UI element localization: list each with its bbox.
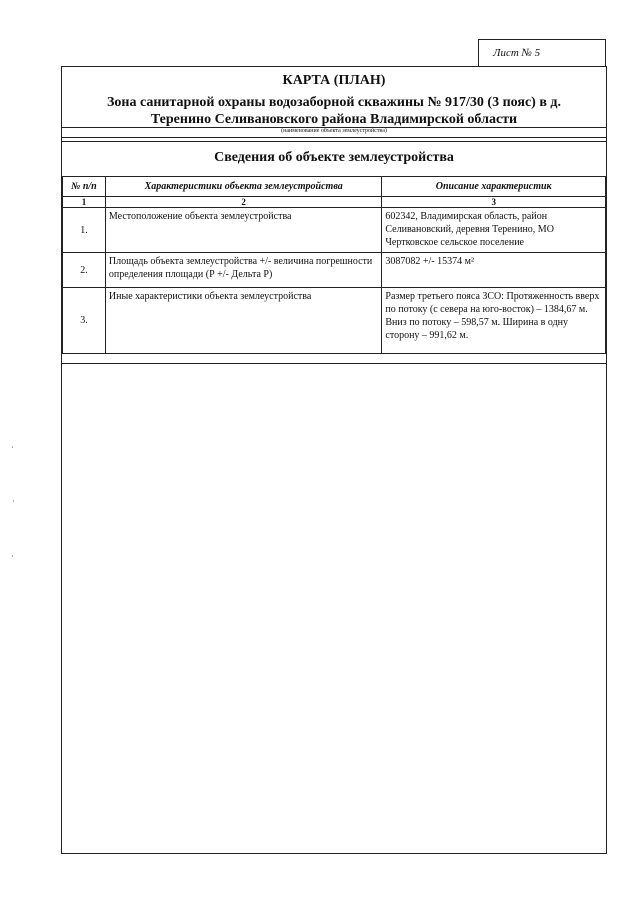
subtitle-line-1: Зона санитарной охраны водозаборной скважины № 917/30 (3 пояс) в д. — [107, 95, 561, 110]
header-characteristic: Характеристики объекта землеустройства — [105, 177, 381, 197]
sheet-number-box — [478, 39, 606, 67]
row-characteristic: Иные характеристики объекта землеустройства — [105, 288, 381, 354]
document-frame — [61, 66, 607, 854]
row-num: 1. — [63, 208, 106, 253]
column-number-row — [63, 197, 606, 208]
row-description: 3087082 +/- 15374 м² — [382, 253, 606, 288]
section-divider — [62, 141, 606, 142]
table-row — [63, 208, 606, 253]
object-caption: (наименование объекта землеустройства) — [281, 128, 387, 134]
row-characteristic: Местоположение объекта землеустройства — [105, 208, 381, 253]
section-title: Сведения об объекте землеустройства — [214, 150, 454, 165]
scan-dot: · — [12, 497, 15, 506]
row-num: 3. — [63, 288, 106, 354]
characteristics-table — [62, 176, 606, 354]
table-header-row — [63, 177, 606, 197]
column-number: 3 — [382, 197, 606, 208]
table-row — [63, 253, 606, 288]
row-description: Размер третьего пояса ЗСО: Протяженность вверх по потоку (с севера на юго-восток) – 1384,67 м. Вниз по потоку – 598,57 м. Ширина в одну сторону – 991,62 м. — [382, 288, 606, 354]
table-row — [63, 288, 606, 354]
header-num: № п/п — [63, 177, 106, 197]
column-number: 1 — [63, 197, 106, 208]
column-number: 2 — [105, 197, 381, 208]
table-bottom-divider — [62, 363, 606, 364]
header-description: Описание характеристик — [382, 177, 606, 197]
scan-dot: · — [11, 443, 14, 452]
subtitle-line-2: Теренино Селивановского района Владимирской области — [150, 112, 518, 127]
row-num: 2. — [63, 253, 106, 288]
sheet-number: Лист № 5 — [493, 47, 541, 59]
header-divider — [62, 137, 606, 138]
row-characteristic: Площадь объекта землеустройства +/- величина погрешности определения площади (Р +/- Дельта Р) — [105, 253, 381, 288]
row-description: 602342, Владимирская область, район Селивановский, деревня Теренино, МО Чертковское сельское поселение — [382, 208, 606, 253]
map-subtitle — [62, 94, 606, 128]
map-title: КАРТА (ПЛАН) — [282, 73, 386, 88]
scan-dot: · — [11, 552, 14, 561]
